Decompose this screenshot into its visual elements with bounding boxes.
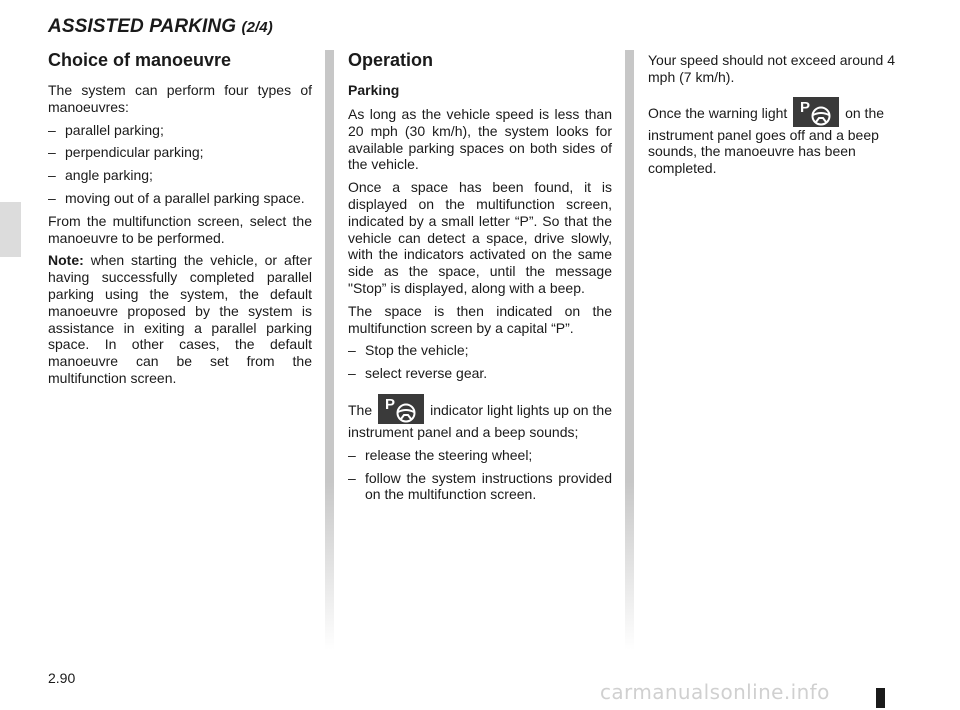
paragraph-speed-search: As long as the vehicle speed is less than 20 mph (30 km/h), the system looks for available parking spaces on both sides of the vehicle. [348, 106, 612, 173]
note-paragraph [48, 252, 312, 386]
note-label: Note: [48, 252, 84, 269]
column-continuation [648, 52, 912, 183]
paragraph-capital-p: The space is then indicated on the multifunction screen by a capital “P”. [348, 302, 612, 336]
page-corner-mark [876, 688, 885, 708]
column-choice-of-manoeuvre [48, 49, 312, 393]
column-separator [625, 50, 634, 650]
list-item: – parallel parking; [48, 122, 312, 139]
paragraph-speed-limit: Your speed should not exceed around 4 mph (7 km/h). [648, 52, 896, 85]
indicator-before-text: The [348, 401, 373, 418]
column-separator [325, 50, 334, 650]
page-part-indicator: (2/4) [241, 19, 273, 36]
paragraph-indicator-light [348, 394, 612, 441]
section-side-tab [0, 202, 21, 257]
page-number: 2.90 [48, 670, 76, 686]
subheading-parking: Parking [348, 82, 400, 98]
parking-steering-wheel-icon [793, 97, 839, 127]
list-item: – Stop the vehicle; [348, 342, 612, 359]
svg-text:P: P [385, 395, 396, 413]
page-title-text: ASSISTED PARKING [48, 16, 237, 37]
indicator-after-text: indicator light lights up on the instrument panel and a beep sounds; [348, 401, 612, 440]
watermark: carmanualsonline.info [600, 680, 830, 704]
column-operation [348, 49, 612, 509]
intro-paragraph: The system can perform four types of manoeuvres: [48, 82, 312, 115]
section-heading-operation: Operation [348, 50, 434, 70]
select-paragraph: From the multifunction screen, select the manoeuvre to be performed. [48, 212, 312, 246]
list-item: – moving out of a parallel parking space. [48, 190, 312, 207]
list-item: – perpendicular parking; [48, 144, 312, 161]
list-item: – release the steering wheel; [348, 447, 612, 464]
warning-after-text: on the instrument panel goes off and a beep sounds, the manoeuvre has been completed. [648, 104, 885, 177]
section-heading-choice: Choice of manoeuvre [48, 50, 232, 70]
list-item: – follow the system instructions provided on the multifunction screen. [348, 470, 612, 504]
parking-steering-wheel-icon [378, 394, 424, 424]
page-title [48, 16, 273, 38]
list-item: – angle parking; [48, 167, 312, 184]
note-text: when starting the vehicle, or after having successfully completed parallel parking using the system, the default manoeuvre proposed by the system is assistance in exiting a parallel parking space. In other cases, the default manoeuvre can be set from the multifunction screen. [48, 252, 312, 386]
paragraph-warning-light [648, 97, 912, 177]
warning-before-text: Once the warning light [648, 104, 788, 121]
paragraph-space-found: Once a space has been found, it is displayed on the multifunction screen, indicated by a small letter “P”. So that the vehicle can detect a space, drive slowly, with the indicators activated on the same side as the space, until the message "Stop” is displayed, along with a beep. [348, 179, 612, 296]
list-item: – select reverse gear. [348, 365, 612, 382]
svg-text:P: P [800, 98, 811, 116]
